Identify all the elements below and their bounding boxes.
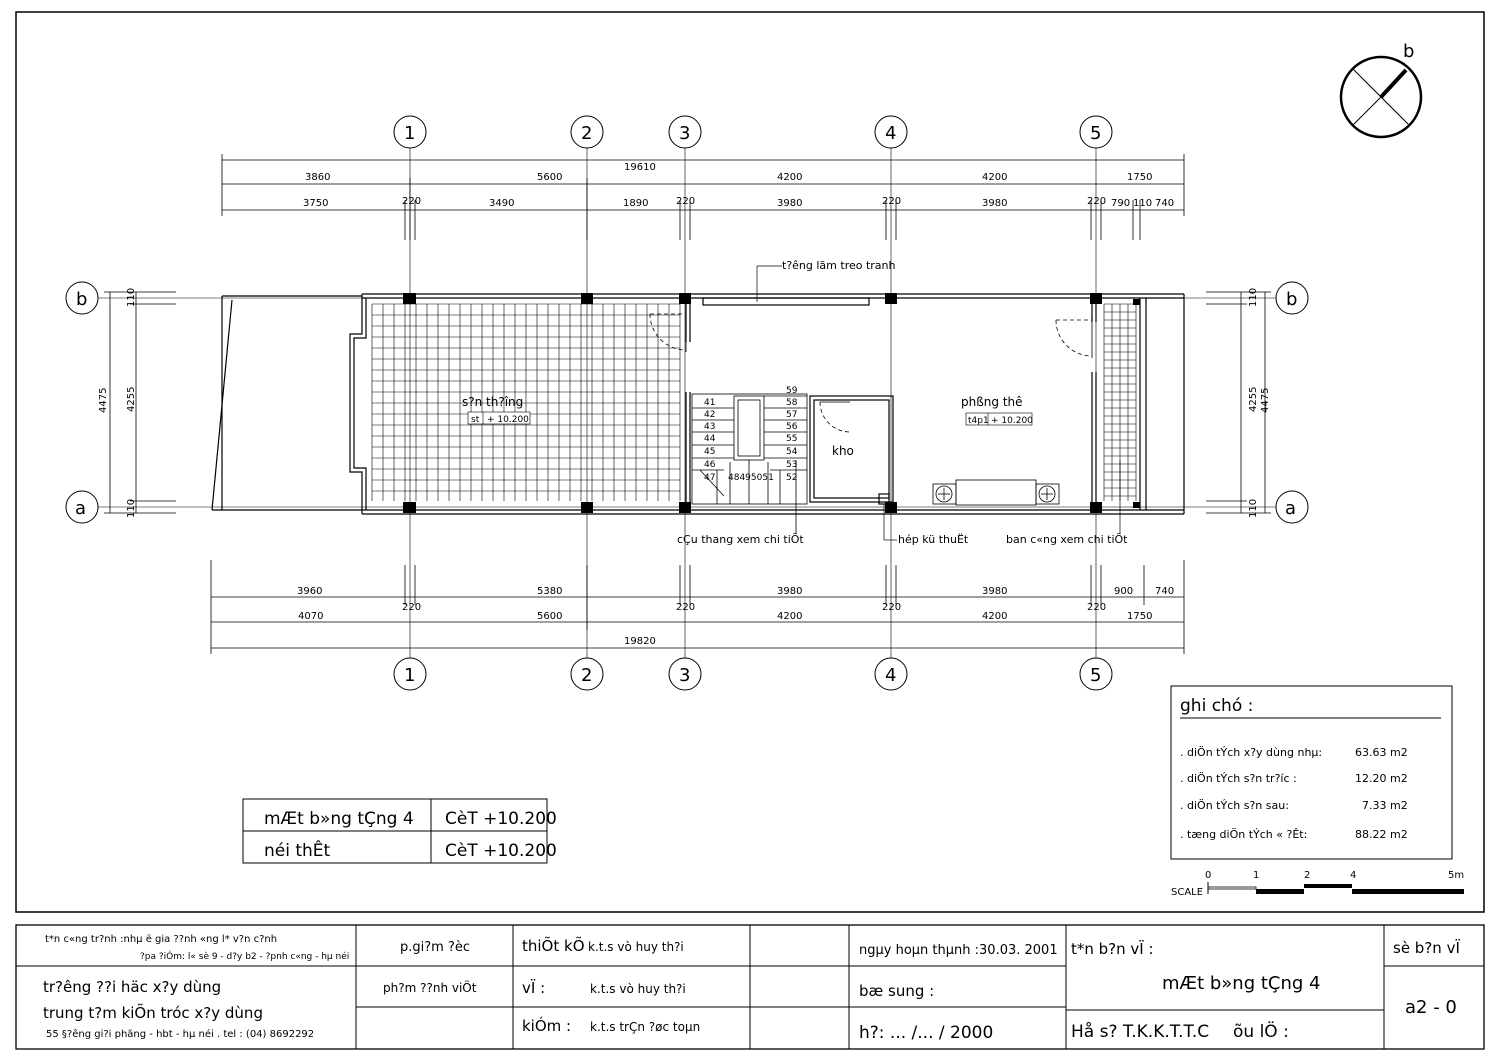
supplement: bæ sung : [859, 982, 935, 1000]
dim-bot-r2-6: 220 [882, 602, 902, 613]
grid-label-3-top: 3 [679, 123, 691, 144]
grid-label-b-right: b [1286, 289, 1298, 310]
north-compass [1341, 41, 1421, 137]
dim-bot-r1-4: 3980 [982, 586, 1008, 597]
level-row-2-label: néi thÊt [264, 841, 331, 861]
note-2-label: . diÖn tÝch s?n tr?íc : [1180, 772, 1297, 785]
dim-top-r1-4: 4200 [982, 172, 1008, 183]
worship-level: + 10.200 [991, 416, 1033, 426]
annotations [677, 259, 1128, 546]
org-line-1: tr?êng ??i häc x?y dùng [43, 978, 222, 996]
stair-num: 55 [786, 434, 798, 444]
dim-left-1: 4475 [98, 387, 109, 413]
dim-bot-r2-8: 220 [1087, 602, 1107, 613]
dim-bot-r2-3: 5600 [537, 611, 563, 622]
dim-right-1: 110 [1248, 287, 1259, 307]
scale-tick-2: 2 [1304, 870, 1311, 881]
dim-top-r1-2: 5600 [537, 172, 563, 183]
grid-label-5-top: 5 [1090, 123, 1102, 144]
grid-label-2-bottom: 2 [581, 665, 593, 686]
note-3-label: . diÖn tÝch s?n sau: [1180, 799, 1289, 812]
dim-top-total: 19610 [624, 162, 656, 173]
sheet-number: a2 - 0 [1405, 997, 1457, 1018]
dimension-text-top [303, 162, 1174, 209]
note-2-value: 12.20 m2 [1355, 772, 1408, 785]
dim-bot-r2-2: 220 [402, 602, 422, 613]
stair-num: 52 [786, 473, 798, 483]
scale-tick-1: 1 [1253, 870, 1260, 881]
dim-top-r1-3: 4200 [777, 172, 803, 183]
shaft-note: hép kü thuËt [898, 533, 969, 546]
revision-date: h?: ... /... / 2000 [859, 1023, 994, 1043]
completion-date: ngµy hoµn thµnh :30.03. 2001 [859, 943, 1058, 958]
scale-bar [1171, 870, 1464, 898]
worship-level-tag: t4p1 [968, 416, 989, 426]
terrace-tile-grid [372, 304, 680, 501]
grid-label-a-left: a [75, 498, 87, 519]
grid-label-4-bottom: 4 [885, 665, 897, 686]
grid-label-1-top: 1 [404, 123, 416, 144]
dim-bot-total: 19820 [624, 636, 656, 647]
level-table [243, 799, 557, 863]
dimension-text-bottom [297, 586, 1174, 647]
notes-title: ghi chó : [1180, 696, 1254, 716]
compass-label: b [1403, 41, 1415, 62]
note-4-label: . tæng diÖn tÝch « ?Êt: [1180, 828, 1308, 841]
stair-num: 56 [786, 422, 798, 432]
stair-num: 46 [704, 460, 716, 470]
terrace-level: + 10.200 [487, 415, 529, 425]
dim-right-4: 110 [1248, 498, 1259, 518]
role-director-name: ph?m ??nh viÖt [383, 981, 477, 995]
note-4-value: 88.22 m2 [1355, 828, 1408, 841]
dim-bot-r1-5: 900 [1114, 586, 1134, 597]
stair-num: 45 [704, 447, 716, 457]
check-label: kiÓm : [522, 1017, 572, 1035]
worship-room-name: phßng thê [961, 395, 1023, 409]
wall-note: t?êng lãm treo tranh [782, 259, 896, 272]
stair-num: 53 [786, 460, 798, 470]
dim-left-4: 110 [126, 498, 137, 518]
stair-num: 42 [704, 410, 716, 420]
dim-left-2: 110 [126, 287, 137, 307]
dim-right-2: 4255 [1248, 386, 1259, 412]
stair-num: 44 [704, 434, 716, 444]
grid-label-2-top: 2 [581, 123, 593, 144]
notes-box [1171, 686, 1452, 859]
stair-num: 43 [704, 422, 716, 432]
dim-top-r2-1: 3750 [303, 198, 329, 209]
dim-top-r2-9: 3980 [982, 198, 1008, 209]
scale-tick-0: 0 [1205, 870, 1212, 881]
grid-label-a-right: a [1285, 498, 1297, 519]
dim-bot-r1-2: 5380 [537, 586, 563, 597]
altar-furniture [933, 480, 1059, 505]
grid-label-4-top: 4 [885, 123, 897, 144]
building-walls [212, 294, 1184, 514]
dim-top-r2-3: 3490 [489, 198, 515, 209]
design-name: k.t.s vò huy th?i [588, 940, 684, 954]
dim-bot-r2-5: 4200 [777, 611, 803, 622]
stair-num: 57 [786, 410, 798, 420]
dim-top-r1-5: 1750 [1127, 172, 1153, 183]
design-label: thiÕt kÕ [522, 937, 585, 955]
project-line-1: t*n c«ng tr?nh :nhµ ë gia ??nh «ng l* v?n c?nh [45, 934, 278, 945]
stair-num-bottom: 48495051 [728, 473, 774, 483]
note-1-label: . diÖn tÝch x?y dùng nhµ: [1180, 746, 1323, 759]
dim-bot-r1-1: 3960 [297, 586, 323, 597]
note-3-value: 7.33 m2 [1362, 799, 1408, 812]
level-row-1-value: CèT +10.200 [445, 809, 557, 829]
dimension-text-sides [98, 288, 1271, 518]
stair-step-numbers [704, 386, 798, 483]
terrace-level-tag: st [471, 415, 480, 425]
draw-name: k.t.s vò huy th?i [590, 982, 686, 996]
stair-num: 54 [786, 447, 798, 457]
grid-label-b-left: b [76, 289, 88, 310]
project-line-2: ?pa ?iÓm: l« sè 9 - d?y b2 - ?pnh c«ng - hµ néi [140, 952, 350, 962]
stair-num: 58 [786, 398, 798, 408]
file-code: Hå s? T.K.K.T.T.C [1071, 1022, 1210, 1042]
stair-num: 47 [704, 473, 716, 483]
stair-num: 41 [704, 398, 716, 408]
dim-bot-r2-9: 1750 [1127, 611, 1153, 622]
grid-lines [98, 148, 1276, 658]
dim-bot-r2-1: 4070 [298, 611, 324, 622]
sheet-name-label: t*n b?n vÏ : [1071, 940, 1154, 958]
dim-top-r2-8: 220 [882, 196, 902, 207]
dim-top-r2-7: 3980 [777, 198, 803, 209]
railing-note: ban c«ng xem chi tiÕt [1006, 533, 1128, 546]
dim-top-r2-5: 1890 [623, 198, 649, 209]
dim-top-r2-11: 790 [1111, 198, 1131, 209]
org-address: 55 §?êng gi?i phãng - hbt - hµ néi . tel : (04) 8692292 [46, 1029, 315, 1040]
scale-tick-3: 4 [1350, 870, 1357, 881]
stair-num: 59 [786, 386, 798, 396]
sheet-number-label: sè b?n vÏ [1393, 939, 1460, 957]
draw-label: vÏ : [522, 979, 546, 997]
grid-bubbles-bottom [394, 658, 1112, 690]
dim-bot-r1-6: 740 [1155, 586, 1175, 597]
stair-note: cÇu thang xem chi tiÕt [677, 533, 804, 546]
scale-label: SCALE [1171, 887, 1204, 898]
scale-tick-4: 5m [1448, 870, 1465, 881]
dim-top-r2-2: 220 [402, 196, 422, 207]
storage-room-name: kho [832, 444, 854, 458]
dimension-lines-bottom [211, 560, 1184, 654]
dim-right-3: 4475 [1260, 387, 1271, 413]
grid-label-5-bottom: 5 [1090, 665, 1102, 686]
title-block [16, 925, 1484, 1049]
grid-label-1-bottom: 1 [404, 665, 416, 686]
grid-bubbles-top [394, 116, 1112, 148]
dim-left-3: 4255 [126, 386, 137, 412]
phase-label: õu lÖ : [1233, 1022, 1289, 1042]
grid-bubbles-rows [66, 282, 1308, 523]
dimension-lines-top [222, 154, 1184, 240]
note-1-value: 63.63 m2 [1355, 746, 1408, 759]
sheet-name: mÆt b»ng tÇng 4 [1162, 973, 1321, 994]
dim-top-r2-13: 740 [1155, 198, 1175, 209]
check-name: k.t.s trÇn ?øc toµn [590, 1020, 701, 1034]
grid-label-3-bottom: 3 [679, 665, 691, 686]
level-row-2-value: CèT +10.200 [445, 841, 557, 861]
dim-top-r2-12: 110 [1133, 198, 1153, 209]
dim-top-r1-1: 3860 [305, 172, 331, 183]
org-line-2: trung t?m kiÕn tróc x?y dùng [43, 1004, 263, 1022]
dim-bot-r2-4: 220 [676, 602, 696, 613]
role-director-title: p.gi?m ?èc [400, 940, 470, 955]
dim-bot-r1-3: 3980 [777, 586, 803, 597]
level-row-1-label: mÆt b»ng tÇng 4 [264, 809, 414, 829]
dim-top-r2-6: 220 [676, 196, 696, 207]
dim-top-r2-10: 220 [1087, 196, 1107, 207]
terrace-name: s?n th?îng [462, 395, 524, 409]
dim-bot-r2-7: 4200 [982, 611, 1008, 622]
room-labels [462, 395, 1033, 458]
